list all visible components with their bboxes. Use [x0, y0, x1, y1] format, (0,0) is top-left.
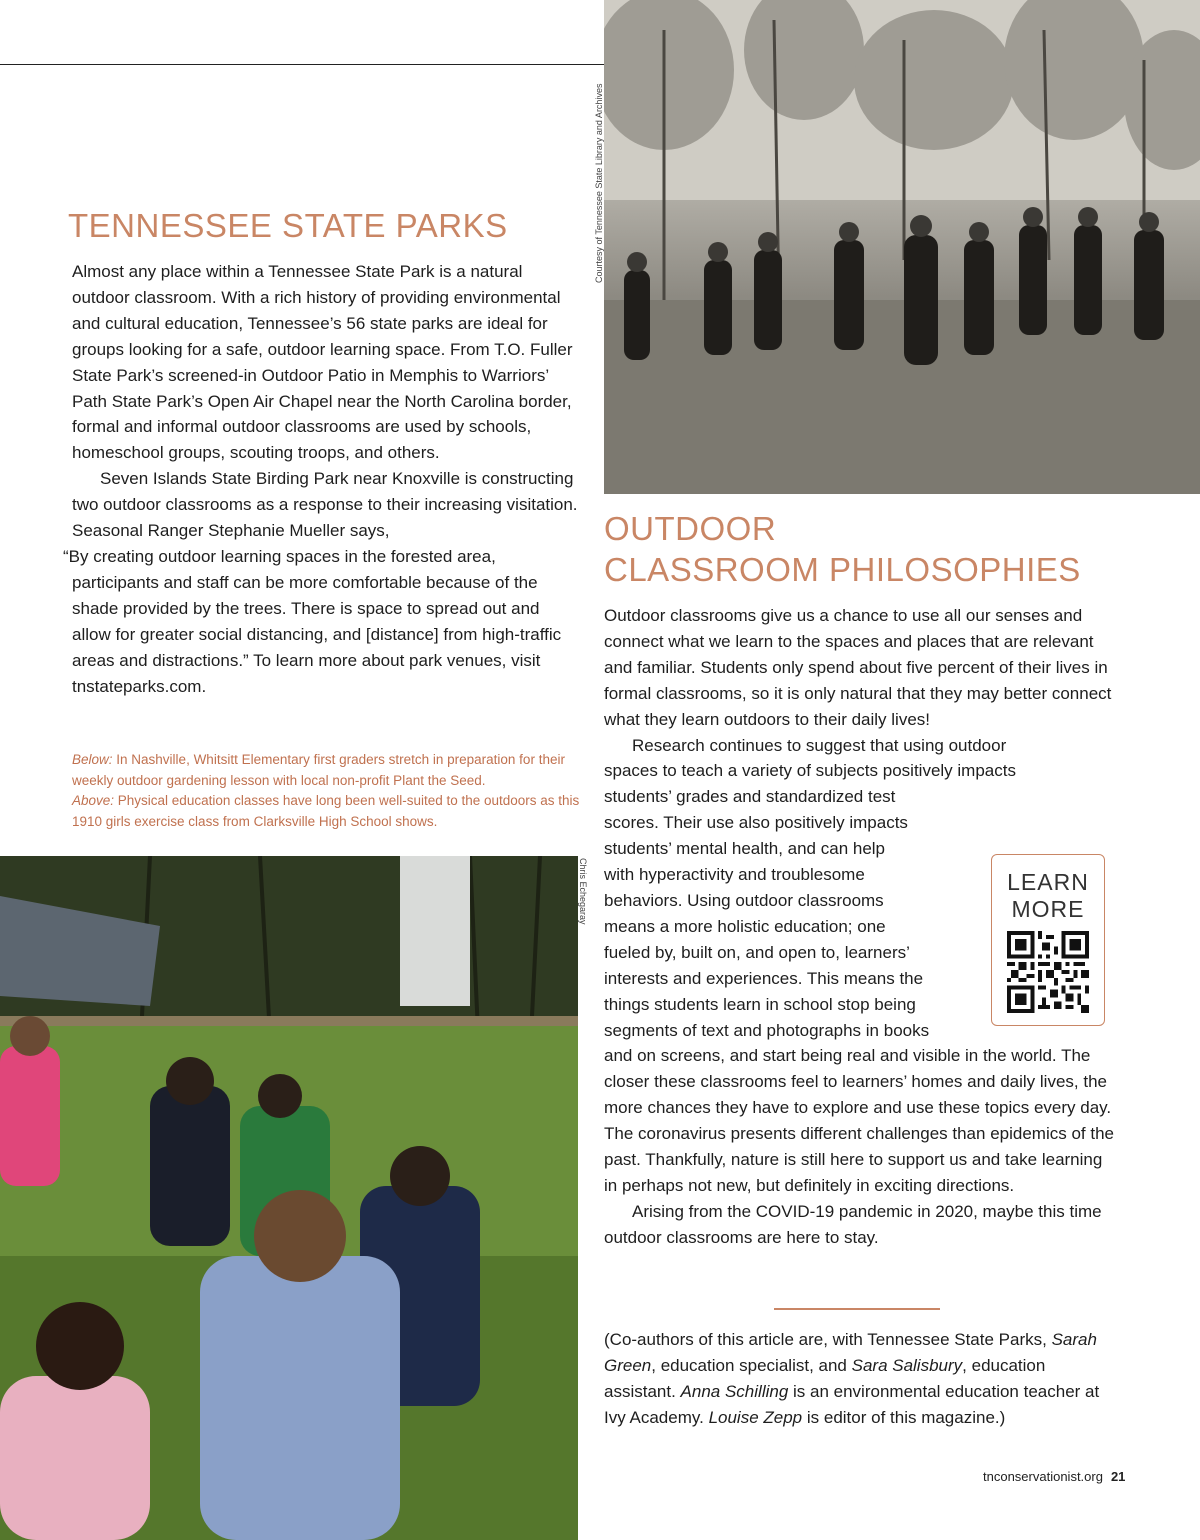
coauthors-text: is editor of this magazine.): [802, 1407, 1006, 1427]
footer-site[interactable]: tnconservationist.org: [983, 1469, 1103, 1484]
author-name: Sarah Green: [604, 1330, 1097, 1375]
caption-text-below: In Nashville, Whitsitt Elementary first graders stretch in preparation for their weekly outdoor gardening lesson with local non-profit Plant the Seed.: [72, 752, 565, 788]
wrapped-paragraph-line: scores. Their use also positively impacts: [604, 813, 908, 833]
caption-label-above: Above:: [72, 793, 115, 808]
photo-caption: [72, 750, 582, 832]
wrapped-paragraph-line: fueled by, built on, and open to, learners’: [604, 942, 910, 962]
wrapped-paragraph-line: spaces to teach a variety of subjects positively impacts: [604, 761, 1016, 781]
page-number: 21: [1110, 1469, 1126, 1484]
section-heading-philosophies-line2: CLASSROOM PHILOSOPHIES: [604, 551, 1081, 588]
learn-more-box[interactable]: [991, 854, 1105, 1026]
students-stretching-photo: [0, 856, 578, 1540]
coauthors-text: , education specialist, and: [651, 1355, 852, 1375]
caption-label-below: Below:: [72, 752, 113, 767]
historic-photo-illustration: [604, 0, 1200, 494]
wrapped-paragraph-line: students’ grades and standardized test: [604, 787, 896, 807]
photo-credit-top: Courtesy of Tennessee State Library and Archives: [594, 83, 604, 283]
wrapped-paragraph-line: with hyperactivity and troublesome: [604, 865, 865, 885]
author-name: Sara Salisbury: [851, 1355, 963, 1375]
page-footer: [983, 1469, 1125, 1484]
qr-code-icon[interactable]: [1007, 931, 1089, 1013]
wrapped-paragraph-line: segments of text and photographs in books: [604, 1020, 930, 1040]
paragraph: Seven Islands State Birding Park near Knoxville is constructing two outdoor classrooms as a response to their increasing visitation. Seasonal Ranger Stephanie Mueller says,: [72, 469, 578, 541]
historic-exercise-class-photo: [604, 0, 1200, 494]
section-heading-philosophies-line1: OUTDOOR: [604, 510, 777, 547]
learn-more-label: [992, 869, 1104, 923]
state-parks-body: [63, 259, 582, 699]
section-heading-state-parks: TENNESSEE STATE PARKS: [68, 207, 508, 244]
top-rule: [0, 64, 604, 65]
learn-more-line1: LEARN: [1007, 869, 1089, 895]
caption-text-above: Physical education classes have long been well-suited to the outdoors as this 1910 girls exercise class from Clarksville High School shows.: [72, 793, 580, 829]
paragraph: Arising from the COVID-19 pandemic in 2020, maybe this time outdoor classrooms are here to stay.: [604, 1201, 1102, 1247]
wrapped-paragraph-line: means a more holistic education; one: [604, 916, 886, 936]
coauthors-text: (Co-authors of this article are, with Tennessee State Parks,: [604, 1330, 1052, 1349]
wrapped-paragraph-line: Research continues to suggest that using outdoor: [632, 735, 1007, 755]
paragraph: Almost any place within a Tennessee State Park is a natural outdoor classroom. With a rich history of providing environmental and cultural education, Tennessee’s 56 state parks are ideal for groups looking for a safe, outdoor learning space. From T.O. Fuller State Park’s screened-in Outdoor Patio in Memphis to Warriors’ Path State Park’s Open Air Chapel near the North Carolina border, formal and informal outdoor classrooms are used by schools, homeschool groups, scouting troops, and others.: [72, 262, 573, 463]
wrapped-paragraph-line: students’ mental health, and can help: [604, 839, 886, 859]
quote-paragraph: “By creating outdoor learning spaces in the forested area, participants and staff can be more comfortable because of the shade provided by the trees. There is space to spread out and allow for greater social distancing, and [distance] from high-traffic areas and distractions.” To learn more about park venues, visit tnstateparks.com.: [63, 546, 562, 696]
coauthors-paragraph: [604, 1327, 1104, 1431]
author-name: Anna Schilling: [680, 1381, 789, 1401]
coauthors-text: is an environmental education teacher at Ivy Academy.: [604, 1381, 1100, 1427]
coauthors-text: , education assistant.: [604, 1355, 1046, 1401]
author-name: Louise Zepp: [708, 1407, 803, 1427]
learn-more-line2: MORE: [1011, 896, 1085, 922]
coauthors-note: [604, 1327, 1104, 1431]
paragraph: and on screens, and start being real and visible in the world. The closer these classrooms feel to learners’ homes and daily lives, the more chances they have to explore and use these topics every day. The coronavirus presents different challenges than epidemics of the past. Thankfully, nature is still here to support us and take learning in perhaps not new, but definitely in exciting directions.: [604, 1046, 1114, 1195]
photo-credit-bottom: Chris Echegaray: [578, 858, 588, 925]
wrapped-paragraph-line: things students learn in school stop being: [604, 994, 916, 1014]
wrapped-paragraph-line: behaviors. Using outdoor classrooms: [604, 890, 884, 910]
students-photo-illustration: [0, 856, 578, 1540]
section-divider: [774, 1308, 940, 1310]
paragraph: Outdoor classrooms give us a chance to use all our senses and connect what we learn to the spaces and places that are relevant and familiar. Students only spend about five percent of their lives in formal classrooms, so it is only natural that they may better connect what they learn outdoors to their daily lives!: [604, 606, 1112, 729]
wrapped-paragraph-line: interests and experiences. This means the: [604, 968, 924, 988]
